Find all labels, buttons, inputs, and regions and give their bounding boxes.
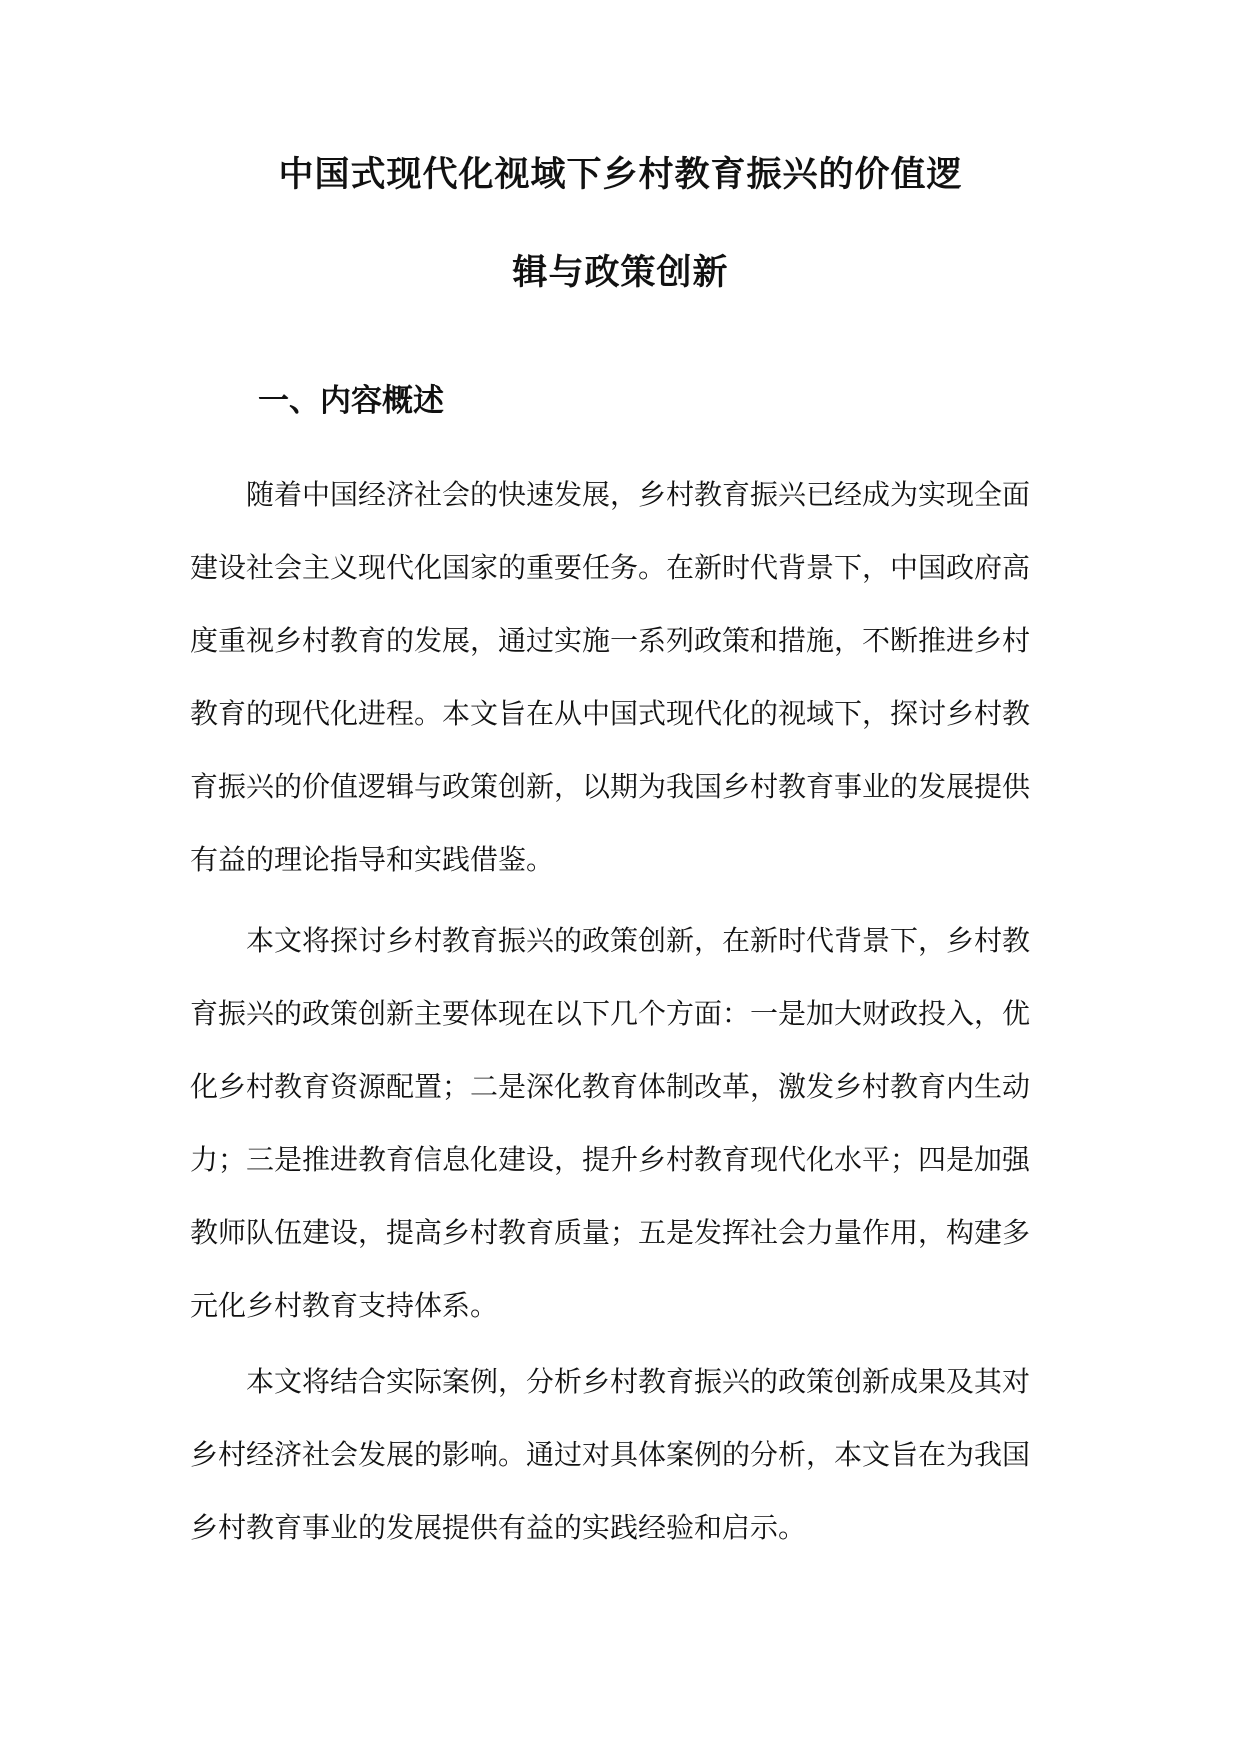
paragraph-line: 育振兴的政策创新主要体现在以下几个方面：一是加大财政投入，优	[190, 997, 1031, 1030]
paragraph-line: 育振兴的价值逻辑与政策创新，以期为我国乡村教育事业的发展提供	[190, 770, 1031, 803]
document-title-line-1: 中国式现代化视域下乡村教育振兴的价值逻	[278, 155, 963, 195]
paragraph-line: 乡村教育事业的发展提供有益的实践经验和启示。	[190, 1511, 807, 1544]
paragraph-line: 有益的理论指导和实践借鉴。	[190, 843, 555, 876]
paragraph-line: 随着中国经济社会的快速发展，乡村教育振兴已经成为实现全面	[246, 478, 1031, 511]
paragraph-line: 力；三是推进教育信息化建设，提升乡村教育现代化水平；四是加强	[190, 1143, 1031, 1176]
paragraph-line: 元化乡村教育支持体系。	[190, 1289, 499, 1322]
paragraph-line: 本文将结合实际案例，分析乡村教育振兴的政策创新成果及其对	[246, 1365, 1031, 1398]
document-title-line-2: 辑与政策创新	[512, 253, 729, 293]
paragraph-line: 度重视乡村教育的发展，通过实施一系列政策和措施，不断推进乡村	[190, 624, 1031, 657]
paragraph-2	[190, 904, 1052, 1342]
section-heading: 一、内容概述	[258, 383, 444, 419]
paragraph-line: 乡村经济社会发展的影响。通过对具体案例的分析，本文旨在为我国	[190, 1438, 1031, 1471]
paragraph-line: 教育的现代化进程。本文旨在从中国式现代化的视域下，探讨乡村教	[190, 697, 1031, 730]
paragraph-1	[190, 458, 1052, 896]
paragraph-3	[190, 1345, 1052, 1564]
paragraph-line: 教师队伍建设，提高乡村教育质量；五是发挥社会力量作用，构建多	[190, 1216, 1031, 1249]
paragraph-line: 化乡村教育资源配置；二是深化教育体制改革，激发乡村教育内生动	[190, 1070, 1031, 1103]
paragraph-line: 本文将探讨乡村教育振兴的政策创新，在新时代背景下，乡村教	[246, 924, 1031, 957]
paragraph-line: 建设社会主义现代化国家的重要任务。在新时代背景下，中国政府高	[190, 551, 1031, 584]
